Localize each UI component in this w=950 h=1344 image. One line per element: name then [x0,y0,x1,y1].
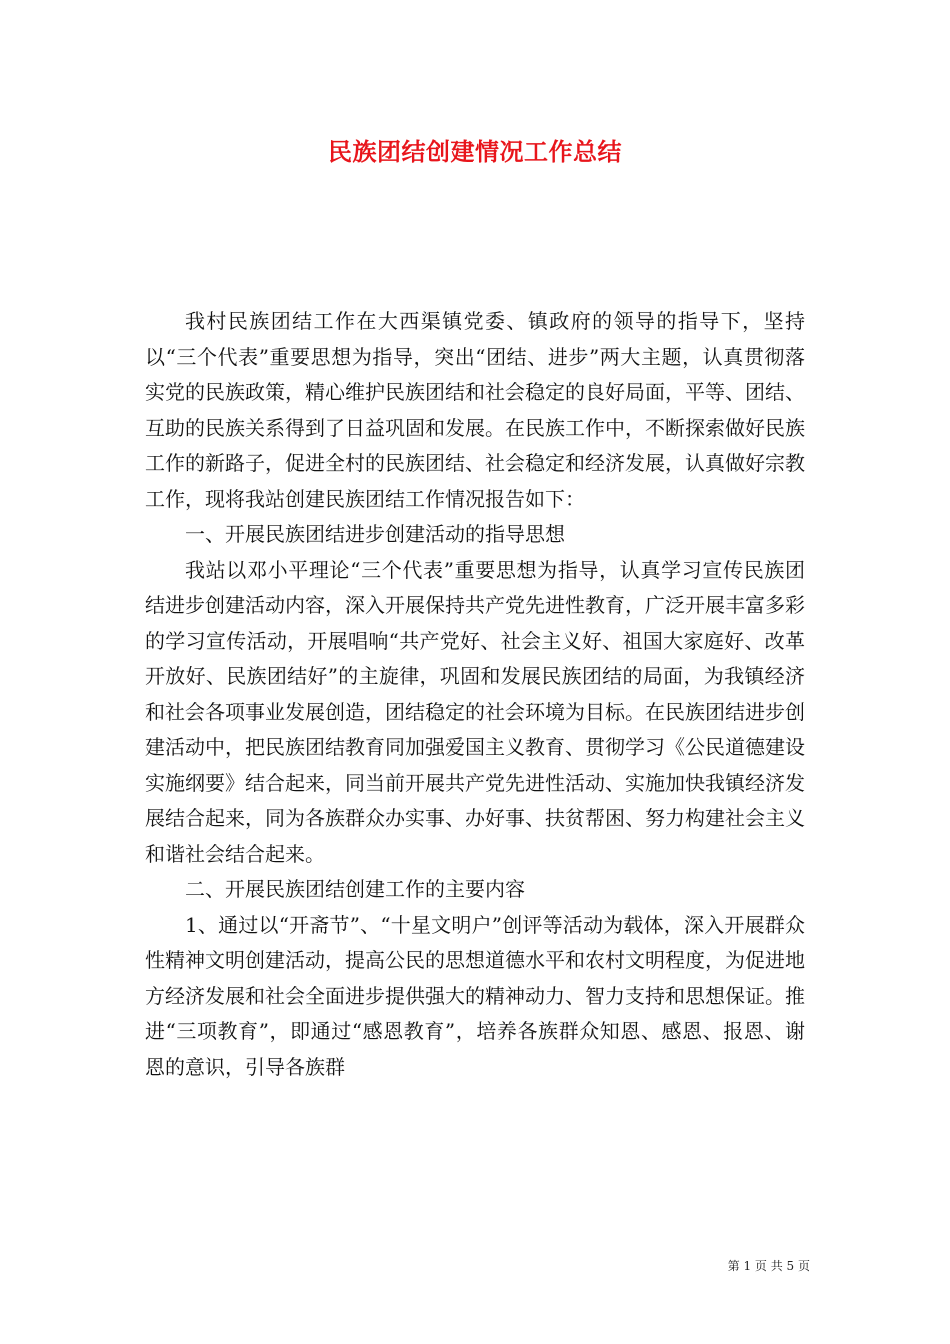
paragraph-guiding-thought: 我站以邓小平理论“三个代表”重要思想为指导，认真学习宣传民族团结进步创建活动内容，深入开展保持共产党先进性教育，广泛开展丰富多彩的学习宣传活动，开展唱响“共产党好、社会主义好、祖国大家庭好、改革开放好、民族团结好”的主旋律，巩固和发展民族团结的局面，为我镇经济和社会各项事业发展创造，团结稳定的社会环境为目标。在民族团结进步创建活动中，把民族团结教育同加强爱国主义教育、贯彻学习《公民道德建设实施纲要》结合起来，同当前开展共产党先进性活动、实施加快我镇经济发展结合起来，同为各族群众办实事、办好事、扶贫帮困、努力构建社会主义和谐社会结合起来。 [145,557,805,866]
paragraph-content-1: 1、通过以“开斋节”、“十星文明户”创评等活动为载体，深入开展群众性精神文明创建活动，提高公民的思想道德水平和农村文明程度，为促进地方经济发展和社会全面进步提供强大的精神动力、智力支持和思想保证。推进“三项教育”，即通过“感恩教育”，培养各族群众知恩、感恩、报恩、谢恩的意识，引导各族群 [145,912,805,1079]
paragraph-intro: 我村民族团结工作在大西渠镇党委、镇政府的领导的指导下，坚持以“三个代表”重要思想为指导，突出“团结、进步”两大主题，认真贯彻落实党的民族政策，精心维护民族团结和社会稳定的良好局面，平等、团结、互助的民族关系得到了日益巩固和发展。在民族工作中，不断探索做好民族工作的新路子，促进全村的民族团结、社会稳定和经济发展，认真做好宗教工作，现将我站创建民族团结工作情况报告如下： [145,309,805,511]
section-heading-2: 二、开展民族团结创建工作的主要内容 [185,877,525,901]
section-heading-1: 一、开展民族团结进步创建活动的指导思想 [185,522,565,546]
document-title: 民族团结创建情况工作总结 [328,137,622,166]
document-body [145,304,805,1085]
page-number-footer: 第 1 页 共 5 页 [727,1259,810,1273]
